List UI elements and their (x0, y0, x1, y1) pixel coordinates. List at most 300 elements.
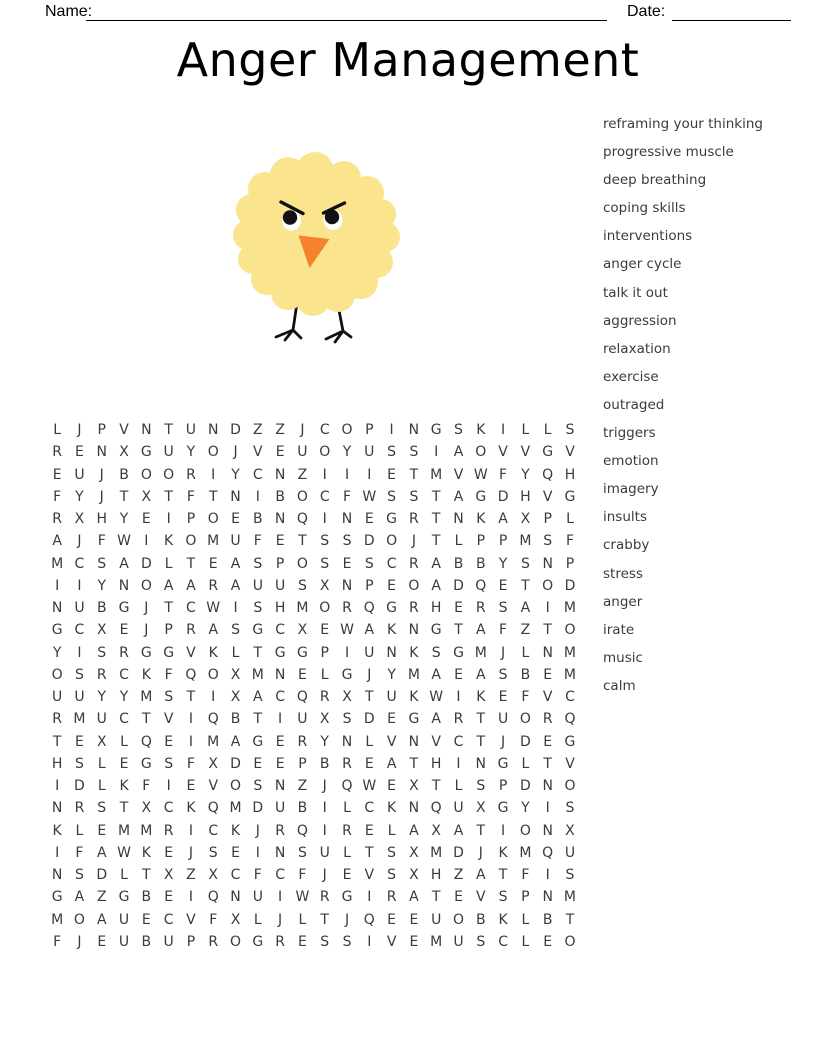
grid-cell: O (564, 933, 576, 950)
grid-cell: S (75, 755, 84, 772)
grid-cell: S (231, 622, 240, 639)
grid-cell: L (75, 822, 84, 839)
grid-cell: V (565, 444, 575, 461)
grid-cell: S (387, 488, 397, 505)
grid-cell: O (296, 488, 308, 505)
grid-cell: I (278, 889, 283, 906)
grid-cell: H (520, 488, 531, 505)
grid-cell: E (164, 844, 174, 861)
grid-cell: U (453, 933, 464, 950)
grid-cell: U (118, 911, 130, 928)
grid-cell: Y (498, 555, 508, 572)
word-list-item: anger (603, 593, 643, 610)
grid-cell: P (320, 644, 329, 661)
grid-cell: H (51, 755, 63, 772)
grid-cell: S (409, 488, 419, 505)
grid-cell: S (498, 666, 508, 683)
grid-cell: M (407, 666, 420, 683)
grid-cell: P (186, 511, 196, 528)
grid-cell: N (341, 511, 353, 528)
grid-cell: E (498, 577, 508, 594)
grid-cell: S (75, 867, 84, 884)
grid-cell: K (476, 511, 486, 528)
grid-cell: F (186, 755, 195, 772)
date-underline (672, 20, 791, 21)
grid-cell: E (231, 844, 240, 861)
grid-cell: V (520, 444, 531, 461)
grid-cell: N (274, 466, 286, 483)
grid-cell: Q (207, 711, 219, 728)
grid-cell: R (74, 800, 85, 817)
grid-cell: C (74, 622, 85, 639)
grid-cell: O (73, 911, 85, 928)
word-list-item: emotion (603, 453, 659, 470)
grid-cell: R (186, 466, 196, 483)
grid-cell: E (543, 666, 553, 683)
grid-cell: P (565, 555, 575, 572)
grid-cell: M (474, 644, 487, 661)
grid-cell: A (520, 600, 531, 617)
grid-cell: T (119, 800, 129, 817)
grid-cell: E (543, 733, 553, 750)
grid-cell: H (430, 600, 442, 617)
grid-cell: U (364, 644, 375, 661)
grid-cell: O (542, 577, 554, 594)
grid-cell: X (74, 511, 85, 528)
grid-cell: F (499, 622, 508, 639)
word-list-item: anger cycle (603, 256, 682, 273)
grid-cell: D (363, 533, 375, 550)
name-label: Name: (45, 3, 93, 20)
grid-cell: O (408, 577, 420, 594)
grid-cell: J (411, 533, 416, 550)
grid-cell: T (253, 711, 263, 728)
grid-cell: S (253, 600, 263, 617)
grid-cell: N (141, 422, 152, 439)
grid-cell: N (51, 800, 63, 817)
grid-cell: M (140, 689, 153, 706)
grid-cell: V (253, 444, 263, 461)
grid-cell: M (207, 733, 220, 750)
grid-cell: X (96, 622, 107, 639)
grid-cell: Q (363, 600, 375, 617)
grid-cell: W (206, 600, 221, 617)
grid-cell: K (141, 844, 151, 861)
grid-cell: J (99, 466, 104, 483)
grid-cell: K (498, 844, 508, 861)
grid-cell: Y (186, 444, 196, 461)
grid-cell: Z (520, 622, 531, 639)
grid-cell: J (322, 867, 327, 884)
grid-cell: K (409, 689, 419, 706)
grid-cell: G (140, 444, 152, 461)
grid-cell: N (542, 822, 553, 839)
grid-cell: U (74, 600, 85, 617)
grid-cell: I (434, 444, 439, 461)
grid-cell: R (319, 889, 330, 906)
grid-cell: R (342, 822, 352, 839)
grid-cell: A (364, 622, 375, 639)
grid-cell: J (300, 422, 305, 439)
grid-cell: W (429, 689, 444, 706)
grid-cell: O (386, 533, 398, 550)
grid-cell: A (52, 533, 62, 550)
grid-cell: A (386, 755, 397, 772)
grid-cell: N (408, 733, 420, 750)
grid-cell: S (454, 422, 463, 439)
word-list-item: interventions (603, 228, 693, 245)
grid-cell: T (476, 822, 486, 839)
word-list-item: deep breathing (603, 172, 707, 189)
grid-cell: L (97, 778, 106, 795)
grid-cell: W (362, 778, 377, 795)
grid-cell: L (164, 555, 173, 572)
grid-cell: T (498, 867, 508, 884)
grid-cell: L (120, 867, 128, 884)
grid-cell: R (542, 711, 553, 728)
grid-cell: B (319, 755, 330, 772)
grid-cell: S (342, 933, 352, 950)
grid-cell: E (364, 822, 374, 839)
grid-cell: E (387, 711, 397, 728)
grid-cell: K (141, 666, 151, 683)
grid-cell: K (498, 911, 508, 928)
grid-cell: U (297, 444, 308, 461)
grid-cell: C (230, 867, 241, 884)
grid-cell: G (430, 422, 442, 439)
grid-cell: L (543, 422, 552, 439)
grid-cell: E (342, 555, 352, 572)
grid-cell: E (454, 600, 463, 617)
grid-cell: M (563, 644, 577, 661)
grid-cell: U (497, 711, 509, 728)
grid-cell: C (386, 555, 397, 572)
grid-cell: T (565, 911, 575, 928)
grid-cell: O (51, 666, 63, 683)
grid-cell: H (96, 511, 107, 528)
grid-cell: E (543, 933, 553, 950)
grid-cell: B (141, 933, 152, 950)
grid-cell: B (475, 911, 486, 928)
grid-cell: U (364, 444, 375, 461)
grid-cell: T (431, 533, 441, 550)
grid-cell: C (119, 666, 129, 683)
grid-cell: S (342, 533, 352, 550)
grid-cell: G (118, 600, 130, 617)
grid-cell: S (387, 844, 397, 861)
grid-cell: O (140, 577, 152, 594)
grid-cell: P (365, 422, 374, 439)
grid-cell: I (322, 511, 327, 528)
grid-cell: D (363, 711, 375, 728)
grid-cell: N (118, 577, 130, 594)
grid-cell: Q (207, 889, 219, 906)
grid-cell: T (52, 733, 62, 750)
grid-cell: Q (296, 689, 308, 706)
grid-cell: Y (342, 444, 352, 461)
grid-cell: P (186, 933, 196, 950)
grid-cell: S (387, 444, 397, 461)
grid-cell: R (342, 600, 352, 617)
grid-cell: I (77, 644, 82, 661)
grid-cell: W (473, 466, 488, 483)
grid-cell: O (207, 444, 219, 461)
grid-cell: F (253, 533, 262, 550)
grid-cell: X (431, 822, 441, 839)
grid-cell: P (476, 533, 486, 550)
letter-grid (46, 419, 581, 953)
grid-cell: T (164, 600, 173, 617)
grid-cell: A (96, 844, 107, 861)
grid-cell: N (207, 422, 219, 439)
grid-cell: I (501, 822, 506, 839)
grid-cell: E (164, 889, 174, 906)
grid-cell: A (253, 689, 263, 706)
word-list-item: imagery (603, 481, 659, 498)
grid-cell: M (296, 600, 309, 617)
grid-cell: I (545, 600, 550, 617)
word-list-item: calm (603, 677, 636, 694)
grid-cell: A (476, 622, 486, 639)
grid-cell: V (186, 644, 196, 661)
grid-cell: Q (430, 800, 442, 817)
grid-cell: K (476, 689, 486, 706)
grid-cell: G (252, 933, 264, 950)
grid-cell: L (97, 755, 106, 772)
grid-cell: R (186, 622, 196, 639)
grid-cell: O (296, 555, 308, 572)
grid-cell: M (117, 822, 131, 839)
grid-cell: H (274, 600, 286, 617)
grid-cell: T (208, 488, 218, 505)
grid-cell: G (163, 644, 175, 661)
grid-cell: U (163, 933, 174, 950)
grid-cell: N (386, 644, 397, 661)
grid-cell: F (53, 488, 62, 505)
grid-cell: F (186, 488, 195, 505)
grid-cell: N (341, 733, 353, 750)
word-list-item: reframing your thinking (603, 116, 763, 132)
grid-cell: Y (320, 733, 329, 750)
grid-cell: K (119, 778, 129, 795)
grid-cell: S (476, 933, 486, 950)
grid-cell: A (453, 822, 464, 839)
grid-cell: V (163, 711, 174, 728)
grid-cell: K (387, 622, 397, 639)
word-list-item: progressive muscle (603, 144, 734, 161)
grid-cell: I (322, 800, 327, 817)
grid-cell: R (475, 600, 486, 617)
grid-cell: P (298, 755, 307, 772)
grid-cell: E (364, 511, 374, 528)
grid-cell: Q (564, 711, 576, 728)
grid-cell: J (367, 666, 372, 683)
grid-cell: K (476, 422, 486, 439)
grid-cell: R (453, 711, 464, 728)
grid-cell: F (142, 778, 151, 795)
grid-cell: L (120, 733, 128, 750)
grid-cell: A (431, 666, 441, 683)
grid-cell: E (275, 444, 285, 461)
grid-cell: G (564, 488, 576, 505)
grid-cell: I (344, 644, 350, 661)
grid-cell: Z (297, 466, 308, 483)
grid-cell: B (475, 555, 486, 572)
grid-cell: T (521, 577, 530, 594)
grid-cell: N (230, 889, 241, 906)
grid-cell: T (186, 689, 196, 706)
grid-cell: B (275, 488, 285, 505)
grid-cell: W (362, 488, 377, 505)
grid-cell: N (408, 422, 420, 439)
grid-cell: T (543, 622, 552, 639)
grid-cell: E (297, 666, 307, 683)
grid-cell: S (253, 555, 263, 572)
grid-cell: S (565, 800, 575, 817)
angry-chick-illustration (210, 140, 420, 350)
grid-cell: S (409, 444, 419, 461)
grid-cell: M (430, 844, 443, 861)
grid-cell: F (97, 533, 106, 550)
grid-cell: Z (253, 422, 263, 439)
word-list-item: coping skills (603, 200, 686, 217)
grid-cell: F (164, 666, 173, 683)
grid-cell: B (96, 600, 107, 617)
grid-cell: E (498, 689, 508, 706)
grid-cell: I (166, 511, 171, 528)
grid-cell: Q (296, 511, 308, 528)
grid-cell: U (297, 711, 308, 728)
grid-cell: D (230, 422, 241, 439)
grid-cell: I (55, 778, 60, 795)
grid-cell: E (119, 755, 129, 772)
grid-cell: X (409, 844, 419, 861)
grid-cell: J (344, 911, 350, 928)
grid-cell: T (543, 755, 552, 772)
grid-cell: E (97, 822, 107, 839)
grid-cell: O (230, 778, 242, 795)
grid-cell: W (340, 622, 354, 639)
grid-cell: T (298, 533, 307, 550)
grid-cell: C (453, 733, 464, 750)
grid-cell: X (141, 800, 152, 817)
grid-cell: S (320, 533, 330, 550)
grid-cell: I (55, 844, 60, 861)
grid-cell: S (364, 555, 374, 572)
grid-cell: T (365, 844, 374, 861)
grid-cell: C (275, 867, 285, 884)
grid-cell: G (453, 644, 464, 661)
grid-cell: N (274, 778, 286, 795)
grid-cell: N (51, 600, 63, 617)
grid-cell: T (431, 778, 441, 795)
grid-cell: V (208, 778, 219, 795)
grid-cell: L (253, 911, 262, 928)
grid-cell: T (409, 466, 419, 483)
grid-cell: E (75, 733, 84, 750)
grid-cell: T (164, 488, 173, 505)
grid-cell: N (542, 555, 553, 572)
grid-cell: B (520, 666, 531, 683)
grid-cell: I (367, 466, 372, 483)
grid-cell: T (454, 622, 463, 639)
grid-cell: B (253, 511, 263, 528)
grid-cell: J (255, 822, 260, 839)
name-underline (86, 20, 607, 21)
grid-cell: R (297, 733, 308, 750)
grid-cell: V (476, 889, 486, 906)
grid-cell: D (453, 844, 464, 861)
grid-cell: C (119, 711, 129, 728)
grid-cell: M (519, 533, 532, 550)
grid-cell: N (341, 577, 353, 594)
word-list-item: outraged (603, 396, 665, 413)
grid-cell: R (52, 444, 63, 461)
grid-cell: G (564, 733, 576, 750)
grid-cell: V (431, 733, 441, 750)
grid-cell: E (141, 511, 151, 528)
grid-cell: J (322, 778, 327, 795)
grid-cell: J (77, 422, 82, 439)
grid-cell: R (208, 933, 219, 950)
grid-cell: M (207, 533, 220, 550)
grid-cell: S (565, 867, 575, 884)
grid-cell: A (409, 889, 419, 906)
grid-cell: Z (453, 867, 464, 884)
grid-cell: L (320, 666, 329, 683)
grid-cell: I (344, 466, 350, 483)
grid-cell: S (498, 600, 508, 617)
grid-cell: O (185, 533, 197, 550)
grid-cell: E (454, 889, 463, 906)
grid-cell: N (230, 488, 241, 505)
grid-cell: X (230, 911, 241, 928)
grid-cell: F (342, 488, 352, 505)
grid-cell: R (119, 644, 129, 661)
grid-cell: G (542, 444, 554, 461)
grid-cell: S (97, 800, 107, 817)
grid-cell: E (275, 755, 285, 772)
grid-cell: Y (387, 666, 396, 683)
grid-cell: G (430, 622, 442, 639)
grid-cell: U (118, 933, 130, 950)
grid-cell: X (96, 733, 107, 750)
grid-cell: D (519, 778, 531, 795)
grid-cell: C (275, 689, 285, 706)
grid-cell: O (207, 666, 219, 683)
grid-cell: U (274, 577, 286, 594)
grid-cell: I (367, 933, 372, 950)
grid-cell: D (230, 755, 241, 772)
grid-cell: I (389, 422, 394, 439)
grid-cell: Y (231, 466, 240, 483)
grid-cell: R (96, 666, 107, 683)
grid-cell: X (475, 800, 486, 817)
grid-cell: M (51, 911, 64, 928)
grid-cell: C (74, 555, 85, 572)
grid-cell: H (430, 867, 442, 884)
grid-cell: A (230, 555, 241, 572)
grid-cell: B (141, 889, 152, 906)
grid-cell: A (119, 555, 129, 572)
grid-cell: U (230, 533, 241, 550)
grid-cell: C (208, 822, 219, 839)
grid-cell: T (476, 733, 486, 750)
grid-cell: E (387, 577, 397, 594)
grid-cell: E (52, 466, 62, 483)
grid-cell: Z (96, 889, 107, 906)
grid-cell: F (565, 533, 574, 550)
